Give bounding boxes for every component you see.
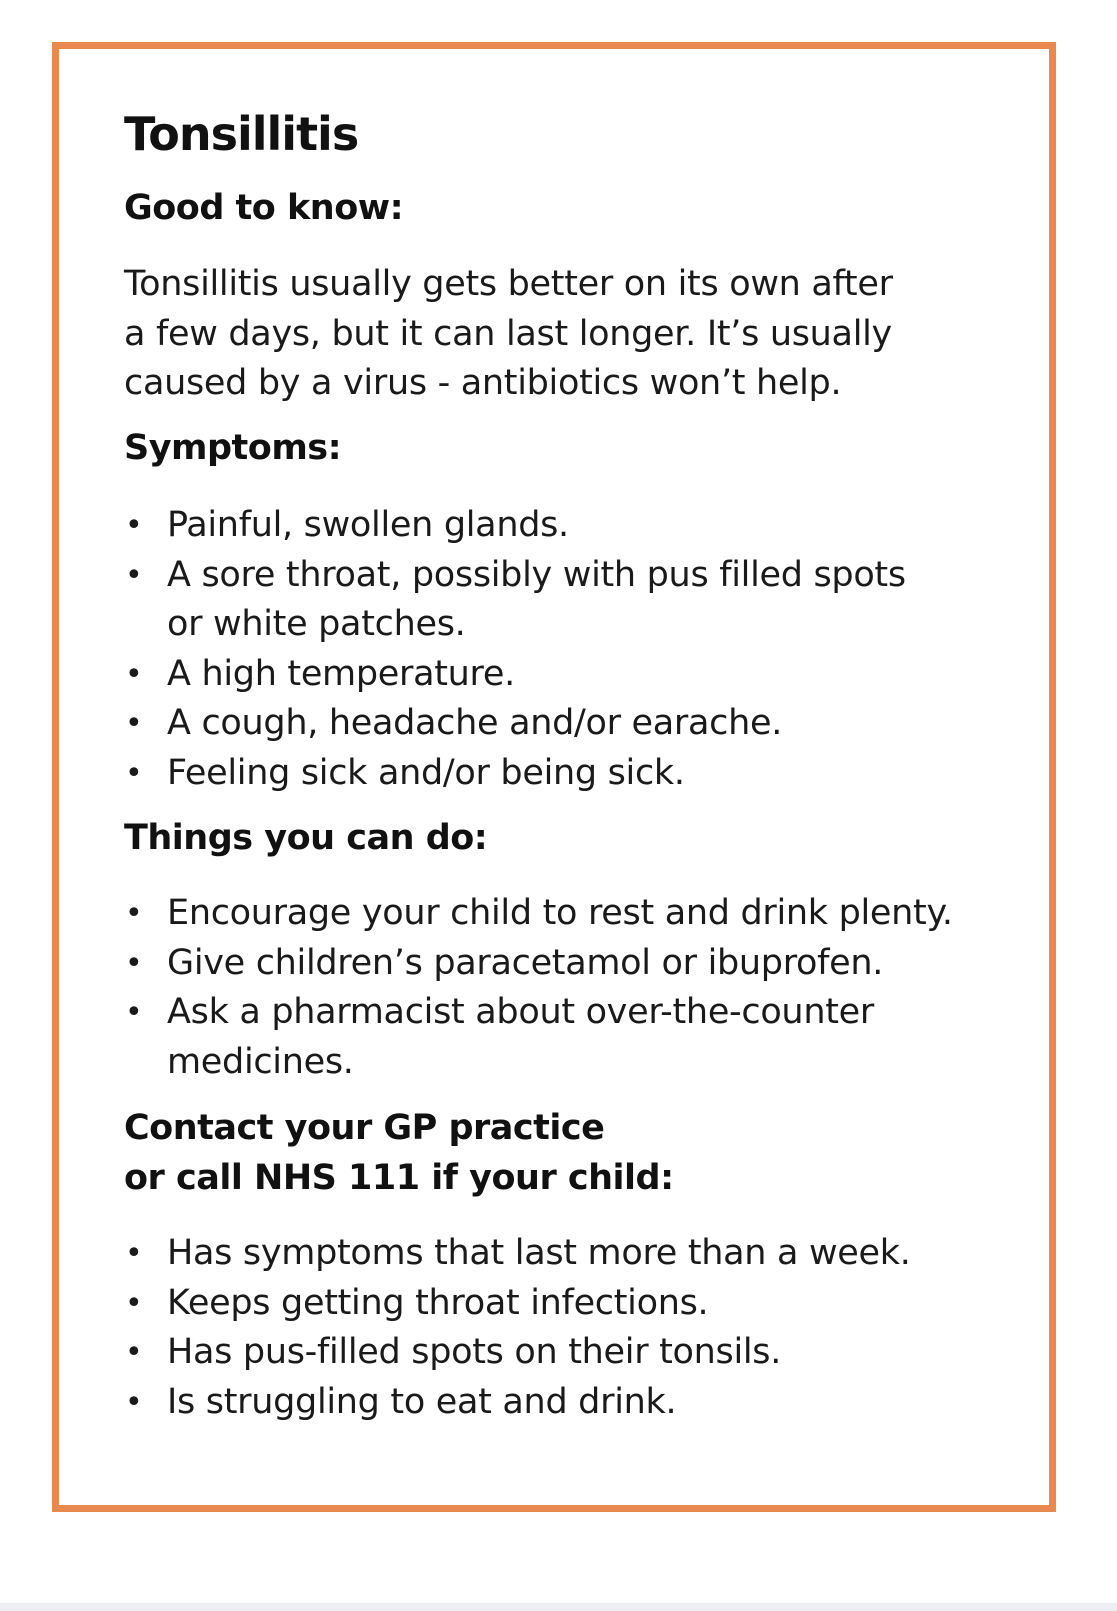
list-item — [124, 749, 1054, 799]
list-item-text: A sore throat, possibly with pus filled spots — [167, 554, 906, 595]
symptoms-list — [124, 501, 1054, 798]
list-item-text: Has symptoms that last more than a week. — [167, 1233, 911, 1273]
bullet-icon: • — [125, 945, 143, 981]
list-item — [124, 1229, 1054, 1279]
good-to-know-heading: Good to know: — [124, 188, 404, 228]
list-item — [124, 889, 1054, 939]
list-item — [124, 1279, 1054, 1329]
list-item — [124, 988, 1054, 1087]
list-item — [124, 699, 1054, 749]
list-item-text: Feeling sick and/or being sick. — [167, 752, 685, 793]
bullet-icon: • — [125, 508, 143, 543]
contact-list — [124, 1229, 1054, 1427]
bullet-icon: • — [125, 1335, 143, 1370]
list-item-text: Has pus-filled spots on their tonsils. — [167, 1332, 782, 1372]
list-item-text: Painful, swollen glands. — [167, 505, 569, 545]
list-item-text: medicines. — [167, 1041, 354, 1082]
info-card — [52, 42, 1056, 1512]
list-item — [124, 939, 1054, 989]
bullet-icon: • — [125, 1384, 143, 1420]
list-item-text: or white patches. — [167, 604, 466, 644]
bullet-icon: • — [125, 755, 143, 791]
divider — [0, 1603, 1117, 1611]
list-item — [124, 551, 1054, 650]
list-item-text: Ask a pharmacist about over-the-counter — [167, 992, 874, 1032]
list-item — [124, 501, 1054, 551]
contact-heading-line: Contact your GP practice — [124, 1108, 605, 1148]
good-to-know-paragraph — [124, 260, 1054, 409]
things-to-do-list — [124, 889, 1054, 1087]
symptoms-heading: Symptoms: — [124, 428, 342, 468]
bullet-icon: • — [125, 1236, 143, 1271]
contact-heading-line: or call NHS 111 if your child: — [124, 1158, 674, 1198]
bullet-icon: • — [125, 656, 143, 692]
list-item-text: Encourage your child to rest and drink plenty. — [167, 893, 953, 933]
bullet-icon: • — [125, 706, 143, 741]
bottom-edge — [0, 1560, 1117, 1611]
page-title: Tonsillitis — [124, 107, 359, 161]
list-item — [124, 650, 1054, 700]
paragraph-line: Tonsillitis usually gets better on its own after — [124, 264, 893, 304]
paragraph-line: a few days, but it can last longer. It’s usually — [124, 313, 892, 354]
bullet-icon: • — [125, 557, 143, 593]
list-item-text: Is struggling to eat and drink. — [167, 1381, 677, 1422]
list-item-text: Give children’s paracetamol or ibuprofen. — [167, 942, 884, 983]
things-to-do-heading: Things you can do: — [124, 818, 488, 858]
bullet-icon: • — [125, 1285, 143, 1321]
list-item — [124, 1378, 1054, 1428]
bullet-icon: • — [125, 896, 143, 931]
contact-heading — [124, 1103, 674, 1203]
paragraph-line: caused by a virus - antibiotics won’t help. — [124, 363, 842, 403]
list-item — [124, 1328, 1054, 1378]
list-item-text: Keeps getting throat infections. — [167, 1282, 709, 1323]
list-item-text: A cough, headache and/or earache. — [167, 703, 783, 743]
list-item-text: A high temperature. — [167, 653, 515, 694]
bullet-icon: • — [125, 995, 143, 1030]
